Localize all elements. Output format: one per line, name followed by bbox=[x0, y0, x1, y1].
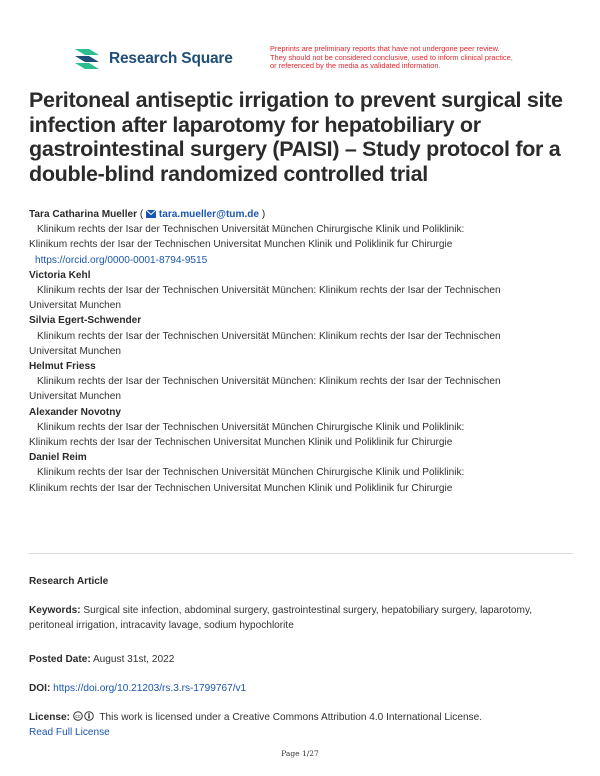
notice-line: They should not be considered conclusive, used to inform clinical practice, bbox=[270, 52, 513, 62]
author-email-link[interactable]: tara.mueller@tum.de bbox=[158, 209, 260, 220]
article-type: Research Article bbox=[29, 576, 109, 587]
author-entry bbox=[29, 313, 584, 359]
doi bbox=[29, 681, 574, 696]
orcid-link[interactable]: https://orcid.org/0000-0001-8794-9515 bbox=[35, 254, 208, 266]
author-entry bbox=[29, 359, 584, 405]
author-affiliation: Klinikum rechts der Isar der Technischen Universität München: Klinikum rechts der Isar der Technischen bbox=[37, 285, 501, 297]
author-affiliation: Klinikum rechts der Isar der Technischen Universität München: Klinikum rechts der Isar der Technischen bbox=[37, 376, 501, 388]
paper-title: Peritoneal antiseptic irrigation to prevent surgical site infection after laparotomy for hepatobiliary or gastrointestinal surgery (PAISI) – Study protocol for a double-blind randomized controlled trial bbox=[29, 88, 563, 186]
license bbox=[29, 710, 574, 740]
email-wrapper: ( tara.mueller@tum.de ) bbox=[139, 209, 266, 220]
author-name: Alexander Novotny bbox=[29, 406, 121, 418]
research-square-logo-icon bbox=[73, 47, 101, 71]
author-list bbox=[29, 207, 584, 496]
license-text: This work is licensed under a Creative Commons Attribution 4.0 International License. bbox=[99, 712, 483, 723]
posted-date bbox=[29, 652, 574, 667]
keywords-text: Surgical site infection, abdominal surgery, gastrointestinal surgery, hepatobiliary surgery, laparotomy, peritoneal irrigation, intracavity lavage, sodium hypochlorite bbox=[29, 605, 533, 632]
keywords-label: Keywords: bbox=[29, 605, 81, 616]
posted-date-value: August 31st, 2022 bbox=[92, 654, 175, 665]
logo-wordmark: Research Square bbox=[109, 50, 233, 67]
author-name: Victoria Kehl bbox=[29, 269, 91, 281]
license-label: License: bbox=[29, 712, 70, 723]
svg-text:cc: cc bbox=[75, 714, 81, 721]
author-affiliation: Klinikum rechts der Isar der Technischen Universitat Munchen Klinik und Poliklinik fur Chirurgie bbox=[29, 482, 453, 494]
author-name: Helmut Friess bbox=[29, 361, 96, 373]
author-affiliation: Klinikum rechts der Isar der Technischen Universitat Munchen Klinik und Poliklinik fur Chirurgie bbox=[29, 437, 453, 449]
author-affiliation: Klinikum rechts der Isar der Technischen Universität München: Klinikum rechts der Isar der Technischen bbox=[37, 330, 501, 342]
read-full-license-link[interactable]: Read Full License bbox=[29, 727, 110, 739]
page-number: Page 1/27 bbox=[281, 749, 319, 758]
author-affiliation: Klinikum rechts der Isar der Technischen Universitat Munchen Klinik und Poliklinik fur Chirurgie bbox=[29, 239, 453, 251]
author-affiliation: Klinikum rechts der Isar der Technischen Universität München Chirurgische Klinik und Poliklinik: bbox=[37, 224, 465, 236]
author-entry bbox=[29, 207, 584, 268]
envelope-icon bbox=[146, 210, 156, 218]
section-divider bbox=[29, 553, 573, 554]
author-affiliation: Universitat Munchen bbox=[29, 300, 122, 312]
preprint-notice bbox=[270, 45, 570, 71]
author-affiliation: Klinikum rechts der Isar der Technischen Universität München Chirurgische Klinik und Poliklinik: bbox=[37, 421, 465, 433]
posted-date-label: Posted Date: bbox=[29, 654, 91, 665]
author-name: Tara Catharina Mueller bbox=[29, 209, 138, 220]
author-affiliation: Universitat Munchen bbox=[29, 345, 122, 357]
author-name: Daniel Reim bbox=[29, 452, 87, 464]
notice-line: Preprints are preliminary reports that have not undergone peer review. bbox=[270, 44, 500, 53]
author-entry bbox=[29, 405, 584, 451]
author-entry bbox=[29, 268, 584, 314]
author-name: Silvia Egert-Schwender bbox=[29, 315, 142, 327]
author-affiliation: Klinikum rechts der Isar der Technischen Universität München Chirurgische Klinik und Poliklinik: bbox=[37, 467, 465, 479]
doi-link[interactable]: https://doi.org/10.21203/rs.3.rs-1799767/v1 bbox=[53, 683, 247, 694]
keywords bbox=[29, 603, 574, 633]
author-affiliation: Universitat Munchen bbox=[29, 391, 122, 403]
creative-commons-icon bbox=[73, 710, 95, 725]
notice-line: or referenced by the media as validated information. bbox=[270, 61, 441, 71]
research-square-logo[interactable] bbox=[73, 46, 233, 72]
author-entry bbox=[29, 450, 584, 496]
doi-label: DOI: bbox=[29, 683, 51, 694]
